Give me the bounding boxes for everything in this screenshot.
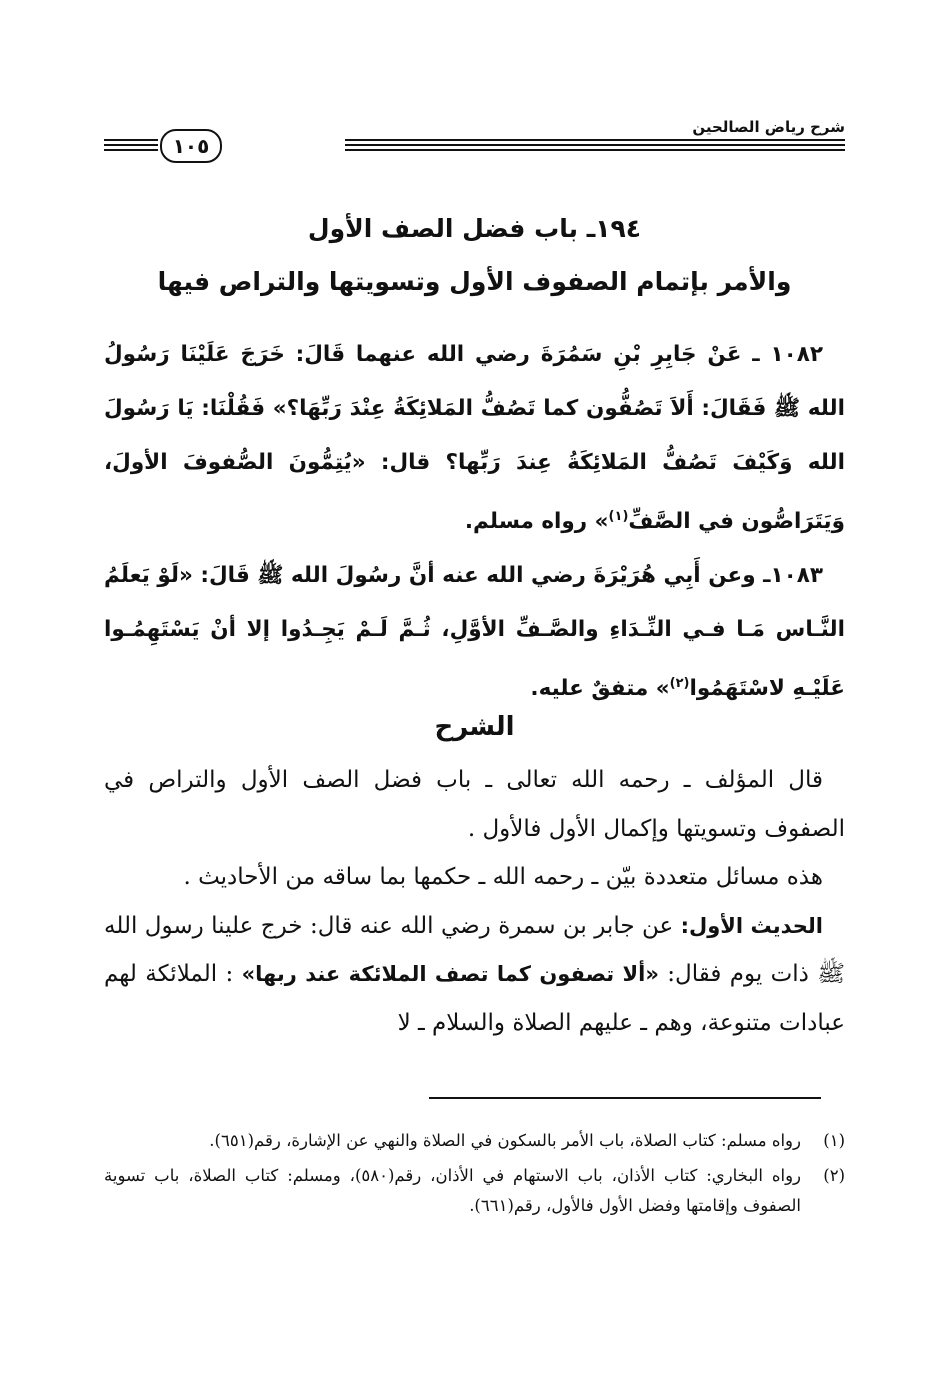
header-rule-right [345, 139, 845, 153]
commentary [104, 756, 845, 1047]
hadith-1082 [104, 328, 845, 549]
commentary-para-3 [104, 902, 845, 1048]
hadith-label: الحديث الأول: [680, 913, 823, 938]
footnote-text: رواه البخاري: كتاب الأذان، باب الاستهام في الأذان، رقم(٥٨٠)، ومسلم: كتاب الصلاة، باب تسوية الصفوف وإقامتها وفضل الأول فالأول، رقم(٦٦١). [104, 1166, 801, 1215]
footnotes [104, 1126, 845, 1226]
page-number: ١٠٥ [160, 129, 222, 163]
footnote-marker: (٢) [669, 676, 690, 692]
footnote-marker: (١) [608, 509, 629, 524]
hadith-block [104, 328, 845, 716]
commentary-para-2: هذه مسائل متعددة بيّن ـ رحمه الله ـ حكمها بما ساقه من الأحاديث . [183, 864, 823, 890]
footnote-separator [429, 1097, 821, 1099]
footnote-number: (١) [823, 1131, 845, 1150]
hadith-text: ١٠٨٣ـ وعن أَبِي هُرَيْرَةَ رضي الله عنه أنَّ رسُولَ الله ﷺ قَالَ: «لَوْ يَعلَمُ النَّـاس مَـا فـي النِّـدَاءِ والصَّـفِّ الأوَّلِ، ثُـمَّ لَـمْ يَجِـدُوا إلا أنْ يَسْتَهِمُـوا عَلَيْـهِ لاسْتَهَمُوا [104, 563, 845, 702]
footnote-2 [104, 1161, 845, 1221]
hadith-source: » متفقٌ عليه. [530, 676, 670, 702]
footnote-1 [104, 1126, 845, 1156]
hadith-text: ١٠٨٢ ـ عَنْ جَابِرِ بْنِ سَمُرَةَ رضي الله عنهما قَالَ: خَرَجَ عَلَيْنَا رَسُولُ الله ﷺ فَقَالَ: أَلاَ تَصُفُّون كما تَصُفُّ المَلائِكَةُ عِنْدَ رَبِّهَا؟» فَقُلْنَا: يَا رَسُولَ الله وَكَيْفَ تَصُفُّ المَلائِكَةُ عِندَ رَبِّها؟ قال: «يُتِمُّونَ الصُّفوفَ الأولَ، وَيَتَرَاصُّون في الصَّفِّ [104, 342, 845, 535]
header-rule-left [104, 139, 158, 153]
chapter-title-line2: والأمر بإتمام الصفوف الأول وتسويتها والتراص فيها [157, 267, 792, 296]
commentary-para-1: قال المؤلف ـ رحمه الله تعالى ـ باب فضل الصف الأول والتراص في الصفوف وتسويتها وإكمال الأول فالأول . [104, 767, 845, 842]
footnote-number: (٢) [823, 1166, 845, 1185]
sharh-title: الشرح [434, 712, 515, 742]
commentary-text: عن جابر بن سمرة رضي الله عنه قال: خرج علينا رسول الله ﷺ ذات يوم فقال: [104, 912, 845, 987]
hadith-quote: «ألا تصفون كما تصف الملائكة عند ربها» [241, 962, 659, 986]
chapter-title-line1: ١٩٤ـ باب فضل الصف الأول [307, 214, 642, 243]
hadith-source: » رواه مسلم. [464, 509, 609, 535]
footnote-text: رواه مسلم: كتاب الصلاة، باب الأمر بالسكون في الصلاة والنهي عن الإشارة، رقم(٦٥١). [209, 1131, 801, 1150]
commentary-text: : الملائكة لهم عبادات متنوعة، وهم ـ عليهم الصلاة والسلام ـ لا [104, 961, 845, 1036]
running-title: شرح رياض الصالحين [692, 118, 845, 136]
hadith-1083 [104, 549, 845, 716]
